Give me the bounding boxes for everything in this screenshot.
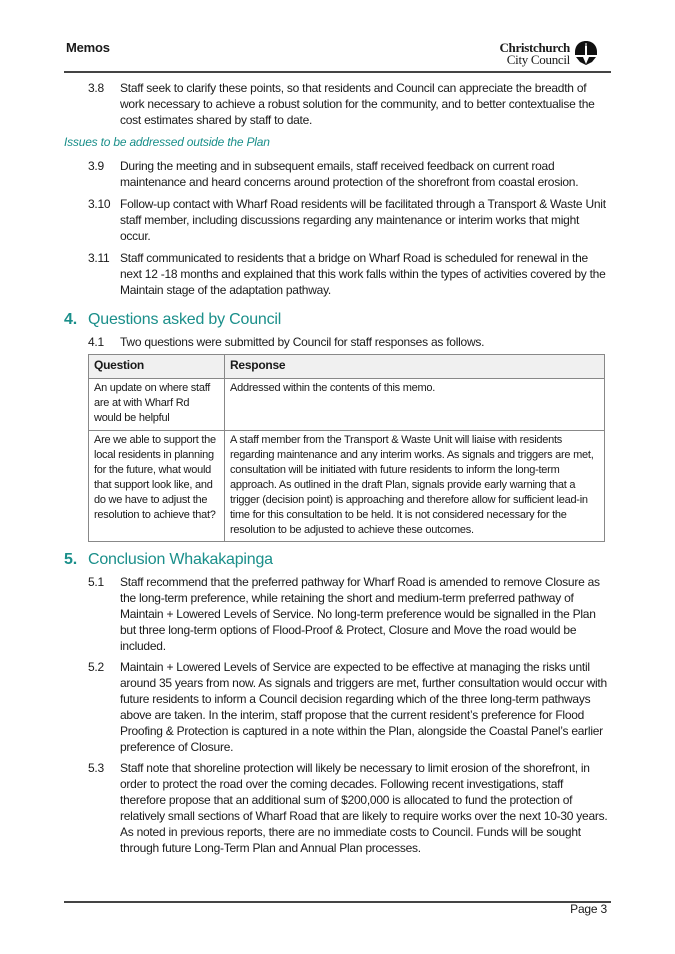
paragraph-3-8	[88, 80, 610, 128]
paragraph-3-11	[88, 250, 610, 298]
paragraph-number: 3.10	[88, 197, 111, 211]
questions-table	[88, 354, 605, 542]
paragraph-3-10	[88, 196, 610, 244]
paragraph-3-9	[88, 158, 610, 190]
section-4-heading	[64, 311, 281, 329]
section-title: Conclusion Whakakapinga	[88, 551, 273, 568]
paragraph-number: 5.2	[88, 660, 104, 674]
paragraph-5-2	[88, 659, 610, 755]
section-5-heading	[64, 551, 273, 569]
paragraph-5-3	[88, 760, 610, 856]
paragraph-number: 5.1	[88, 575, 104, 589]
paragraph-text: Follow-up contact with Wharf Road residents will be facilitated through a Transport & Waste Unit staff member, including discussions regarding any maintenance or interim works that might occur.	[120, 197, 606, 243]
paragraph-text: Staff communicated to residents that a bridge on Wharf Road is scheduled for renewal in the next 12 -18 months and explained that this work falls within the types of activities covered by the Maintain stage of the adaptation pathway.	[120, 251, 606, 297]
table-header-row	[89, 355, 605, 379]
page-number: Page 3	[570, 902, 607, 916]
section-number: 5.	[64, 551, 77, 568]
paragraph-number: 3.8	[88, 81, 104, 95]
section-title: Questions asked by Council	[88, 311, 282, 328]
paragraph-number: 5.3	[88, 761, 104, 775]
footer-divider	[64, 901, 611, 903]
paragraph-5-1	[88, 574, 610, 654]
header-divider	[64, 71, 611, 73]
subheading-issues-outside-plan: Issues to be addressed outside the Plan	[64, 135, 270, 149]
question-cell: An update on where staff are at with Wharf Rd would be helpful	[89, 379, 225, 431]
question-cell: Are we able to support the local residents in planning for the future, what would that support look like, and do we have to adjust the resolution to achieve that?	[89, 431, 225, 542]
logo-text-line1: Christchurch	[499, 40, 570, 55]
table-row	[89, 379, 605, 431]
christchurch-city-council-logo	[498, 40, 600, 68]
council-logo-icon	[574, 40, 598, 66]
column-header-response: Response	[225, 355, 605, 379]
paragraph-text: Maintain + Lowered Levels of Service are expected to be effective at managing the risks until around 35 years from now. As signals and triggers are met, further consultation would occur with future residents to inform a Council decision regarding which of the three long-term pathways above are taken. In the interim, staff propose that the current resident’s preference for Flood Proofing & Protection is captured in a note within the Plan, alongside the Coastal Panel’s earlier preference of Closure.	[120, 660, 607, 754]
paragraph-text: Staff note that shoreline protection will likely be necessary to limit erosion of the shorefront, in order to protect the road over the coming decades. Following recent investigations, staff therefore propose that an additional sum of $200,000 is allocated to fund the protection of relatively small sections of Wharf Road that are likely to require works over the next 10-30 years. As noted in previous reports, there are no immediate costs to Council. Funds will be sought through future Long-Term Plan and Annual Plan processes.	[120, 761, 608, 855]
paragraph-text: Staff seek to clarify these points, so that residents and Council can appreciate the breadth of work necessary to achieve a robust solution for the community, and to better contextualise the cost estimates shared by staff to date.	[120, 81, 595, 127]
table-row	[89, 431, 605, 542]
paragraph-number: 4.1	[88, 335, 104, 349]
logo-text-line2: City Council	[506, 52, 570, 67]
paragraph-number: 3.9	[88, 159, 104, 173]
column-header-question: Question	[89, 355, 225, 379]
paragraph-text: Two questions were submitted by Council for staff responses as follows.	[120, 335, 485, 349]
paragraph-number: 3.11	[88, 251, 110, 265]
section-number: 4.	[64, 311, 77, 328]
paragraph-text: Staff recommend that the preferred pathway for Wharf Road is amended to remove Closure as the long-term preference, while retaining the short and medium-term preferred pathway of Maintain + Lowered Levels of Service. No long-term preference would be signalled in the Plan but three long-term options of Flood-Proof & Protect, Closure and Move the road would be included.	[120, 575, 600, 653]
response-cell: Addressed within the contents of this memo.	[225, 379, 605, 431]
document-header-title: Memos	[66, 40, 110, 55]
paragraph-4-1	[88, 334, 610, 350]
paragraph-text: During the meeting and in subsequent emails, staff received feedback on current road maintenance and heard concerns around protection of the shorefront from coastal erosion.	[120, 159, 579, 189]
response-cell: A staff member from the Transport & Waste Unit will liaise with residents regarding maintenance and any interim works. As signals and triggers are met, consultation will be initiated with future residents to inform the long-term approach. As outlined in the draft Plan, signals provide early warning that a trigger (decision point) is approaching and therefore allow for sufficient lead-in time for this consultation to be held. It is not considered necessary for the resolution to be adjusted to achieve these outcomes.	[225, 431, 605, 542]
